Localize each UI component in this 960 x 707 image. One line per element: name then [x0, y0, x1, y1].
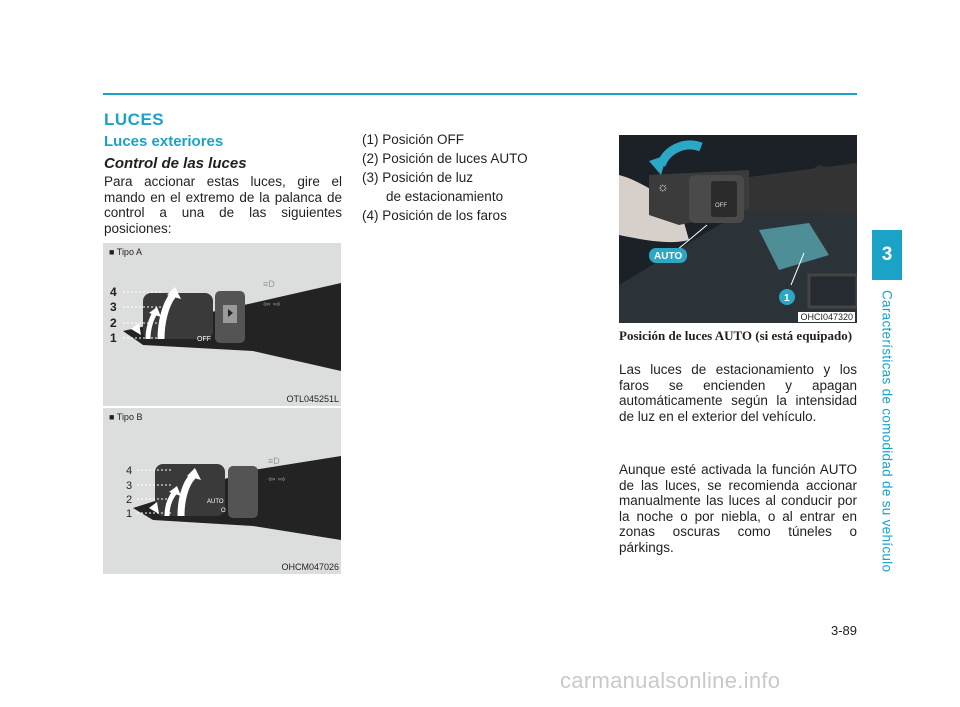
list-item	[362, 208, 592, 224]
figure-a-pos-3: 3	[110, 300, 117, 314]
figure-b-auto-label: AUTO	[207, 499, 224, 505]
svg-text:☼: ☼	[657, 179, 669, 194]
photo-off-label: OFF	[715, 203, 727, 209]
figure-a-code: OTL045251L	[286, 394, 339, 404]
photo-auto-tag: AUTO	[654, 251, 683, 262]
svg-text:≡D: ≡D	[268, 456, 280, 466]
figure-a-pos-4: 4	[110, 285, 117, 299]
figure-type-b	[103, 408, 341, 574]
chapter-title: Características de comodidad de su vehículo	[879, 290, 895, 573]
figure-b-pos-1: 1	[126, 508, 133, 520]
auto-switch-photo	[619, 135, 857, 323]
auto-paragraph-1: Las luces de estacionamiento y los faros se encienden y apagan automáticamente según la intensidad de luz en el exterior del vehículo.	[619, 362, 857, 424]
list-item	[362, 151, 592, 167]
chapter-title-vertical	[872, 290, 902, 580]
list-item-continuation: de estacionamiento	[386, 189, 504, 204]
subsubsection-title: Control de las luces	[104, 155, 247, 172]
figure-b-pos-4: 4	[126, 465, 133, 477]
figure-a-off-label: OFF	[197, 336, 211, 343]
page-number: 3-89	[830, 623, 857, 638]
figure-a-pos-1: 1	[110, 331, 117, 345]
svg-text:≡D: ≡D	[263, 279, 275, 289]
auto-paragraph-2: Aunque esté activada la función AUTO de las luces, se recomienda accionar manualmente las luces al conducir por la noche o por niebla, o al entrar en zonas oscuras como túneles o párkings.	[619, 462, 857, 555]
figure-b-pos-3: 3	[126, 480, 133, 492]
figure-b-pos-2: 2	[126, 494, 133, 506]
list-item-text: (1) Posición OFF	[362, 132, 465, 147]
section-title: LUCES	[104, 110, 165, 129]
figure-b-label: ■ Tipo B	[109, 412, 143, 422]
intro-paragraph: Para accionar estas luces, gire el mando en el extremo de la palanca de control a una de las siguientes posiciones:	[104, 174, 342, 236]
photo-callout-1: 1	[784, 293, 790, 304]
figure-b-code: OHCM047026	[281, 562, 339, 572]
auto-heading: Posición de luces AUTO (si está equipado)	[619, 328, 853, 343]
list-item	[362, 132, 592, 148]
chapter-number-tab: 3	[872, 230, 902, 280]
figure-a-pos-2: 2	[110, 316, 117, 330]
list-item	[362, 170, 592, 205]
lever-illustration-b	[103, 408, 341, 574]
svg-text:⇦ ⇨: ⇦ ⇨	[268, 474, 286, 484]
list-item-text: (2) Posición de luces AUTO	[362, 151, 528, 166]
svg-text:⇦ ⇨: ⇦ ⇨	[263, 299, 281, 309]
list-item-text: (3) Posición de luz	[362, 170, 474, 185]
figure-a-label: ■ Tipo A	[109, 247, 142, 257]
photo-code: OHCI047320	[800, 312, 853, 322]
list-item-text: (4) Posición de los faros	[362, 208, 507, 223]
lever-illustration-a	[103, 243, 341, 406]
top-rule	[103, 93, 857, 95]
figure-b-off-label: O	[221, 508, 226, 514]
subsection-title: Luces exteriores	[104, 133, 224, 150]
figure-type-a	[103, 243, 341, 406]
positions-list	[362, 132, 592, 227]
watermark: carmanualsonline.info	[560, 668, 781, 693]
